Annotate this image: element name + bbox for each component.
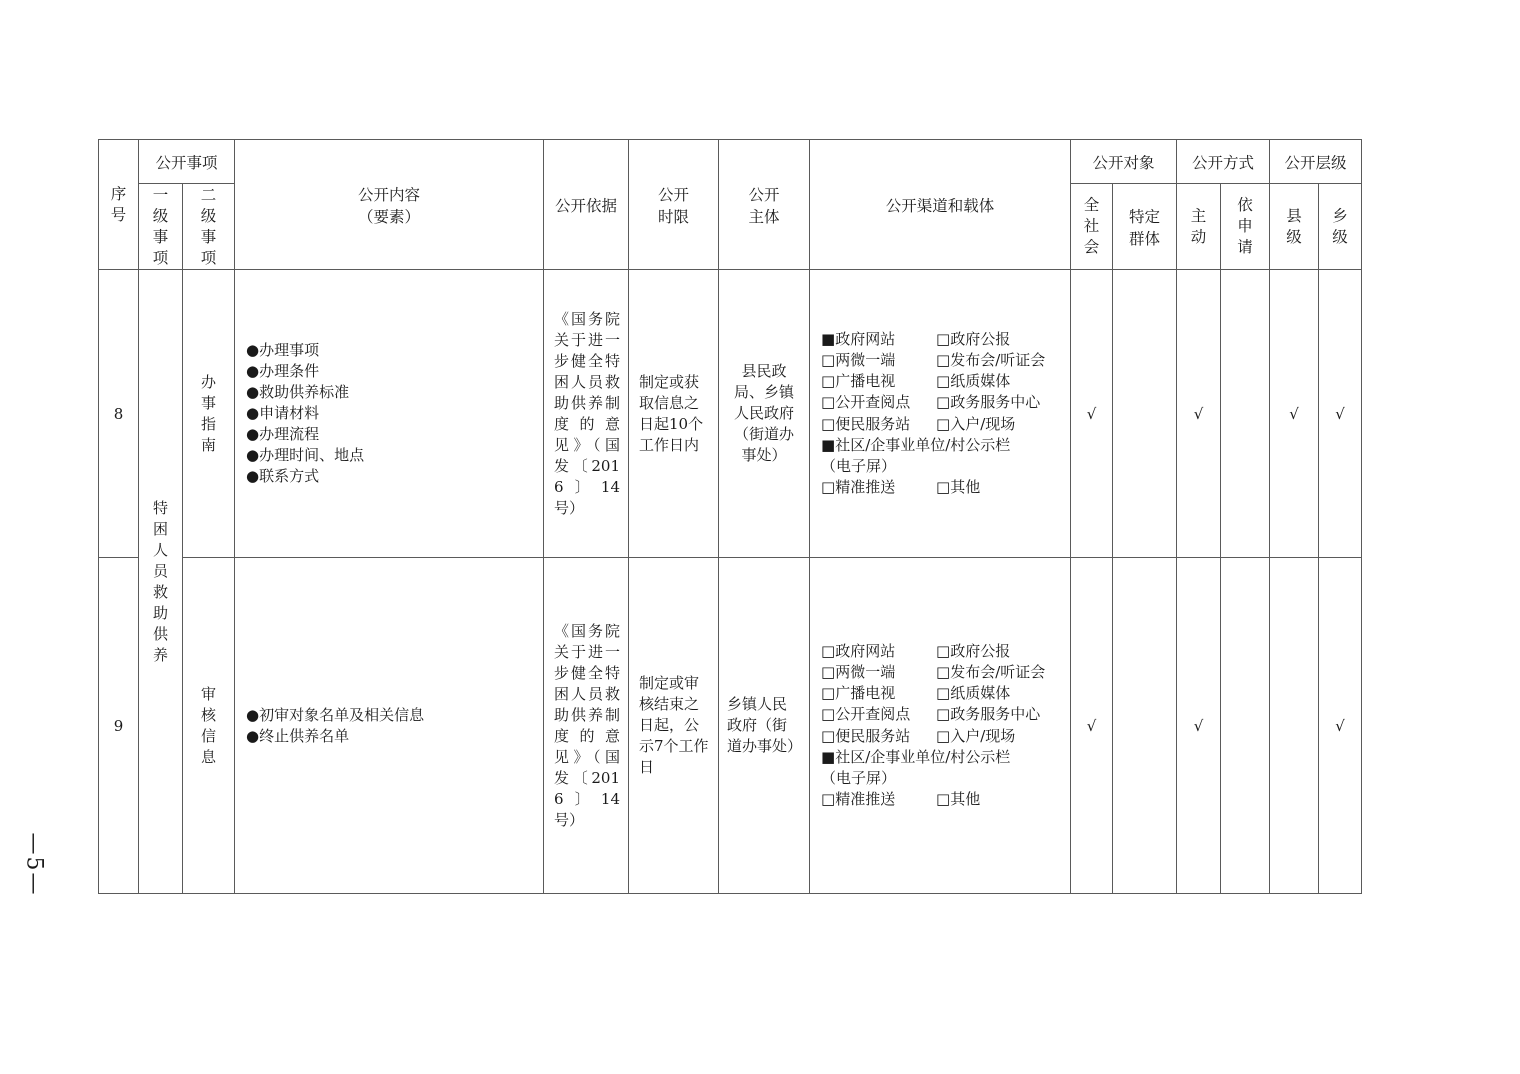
check-target-all: √ bbox=[1071, 558, 1113, 894]
row-level2 bbox=[183, 270, 235, 558]
row-level2-text: 审核信息 bbox=[201, 684, 217, 766]
check-level-county bbox=[1270, 558, 1319, 894]
channel-option: □精准推送 bbox=[821, 478, 896, 497]
check-target-specific bbox=[1113, 558, 1177, 894]
content-item: ●办理流程 bbox=[246, 425, 320, 443]
header-row-1 bbox=[99, 140, 1362, 184]
check-method-request bbox=[1221, 558, 1270, 894]
channel-pair bbox=[821, 477, 1070, 498]
disclosure-table bbox=[98, 139, 1362, 894]
check-method-active: √ bbox=[1177, 270, 1221, 558]
header-target-all-text: 全社会 bbox=[1083, 196, 1100, 256]
header-method-active bbox=[1177, 184, 1221, 270]
header-basis: 公开依据 bbox=[544, 140, 629, 270]
row-level2 bbox=[183, 558, 235, 894]
header-target-all bbox=[1071, 184, 1113, 270]
header-subject-2: 主体 bbox=[748, 207, 780, 226]
header-content-title: 公开内容 bbox=[358, 185, 421, 204]
channel-pair bbox=[821, 726, 1070, 747]
channel-pair bbox=[821, 704, 1070, 725]
channel-option: ■政府网站 bbox=[821, 329, 896, 348]
channel-community-sub: （电子屏） bbox=[821, 456, 897, 475]
header-content bbox=[235, 140, 544, 270]
row-subject: 乡镇人民政府（街道办事处） bbox=[719, 558, 810, 894]
content-item: ●初审对象名单及相关信息 bbox=[246, 705, 425, 724]
channel-option: □公开查阅点 bbox=[821, 393, 911, 412]
header-channels: 公开渠道和载体 bbox=[810, 140, 1071, 270]
channel-community: ■社区/企事业单位/村公示栏 bbox=[821, 435, 1011, 454]
channel-option: □入户/现场 bbox=[936, 726, 1016, 745]
channel-option: □两微一端 bbox=[821, 350, 896, 369]
channel-option: □便民服务站 bbox=[821, 726, 911, 745]
check-target-specific bbox=[1113, 270, 1177, 558]
channel-option: □纸质媒体 bbox=[936, 372, 1011, 391]
header-method-active-text: 主动 bbox=[1190, 206, 1207, 246]
header-level2 bbox=[183, 184, 235, 270]
row-channels bbox=[810, 558, 1071, 894]
header-seq-text: 序号 bbox=[110, 184, 127, 224]
group-label bbox=[139, 270, 183, 894]
content-item: ●办理事项 bbox=[246, 341, 320, 359]
channel-option: □发布会/听证会 bbox=[936, 662, 1046, 681]
header-time-limit bbox=[629, 140, 719, 270]
channel-option: □政府公报 bbox=[936, 329, 1011, 348]
channel-option: □广播电视 bbox=[821, 684, 896, 703]
header-level: 公开层级 bbox=[1270, 140, 1362, 184]
header-seq bbox=[99, 140, 139, 270]
channel-option: □政府公报 bbox=[936, 641, 1011, 660]
header-target: 公开对象 bbox=[1071, 140, 1177, 184]
header-subject-1: 公开 bbox=[748, 185, 780, 204]
content-item: ●申请材料 bbox=[246, 404, 320, 422]
channel-option: □公开查阅点 bbox=[821, 705, 911, 724]
header-matters: 公开事项 bbox=[139, 140, 235, 184]
content-item: ●救助供养标准 bbox=[246, 383, 350, 401]
channel-pair bbox=[821, 662, 1070, 683]
check-level-town: √ bbox=[1319, 558, 1362, 894]
channel-pair bbox=[821, 789, 1070, 810]
table-row bbox=[99, 270, 1362, 558]
channel-pair bbox=[821, 414, 1070, 435]
channel-option: □其他 bbox=[936, 790, 981, 809]
content-item: ●办理时间、地点 bbox=[246, 446, 365, 464]
header-level-county-text: 县级 bbox=[1286, 206, 1302, 246]
row-time-limit: 制定或审核结束之日起，公示7个工作日 bbox=[629, 558, 719, 894]
channel-option: □政府网站 bbox=[821, 641, 896, 660]
check-method-active: √ bbox=[1177, 558, 1221, 894]
check-target-all: √ bbox=[1071, 270, 1113, 558]
channel-option: □精准推送 bbox=[821, 790, 896, 809]
row-content bbox=[235, 270, 544, 558]
channel-option: □政务服务中心 bbox=[936, 393, 1041, 412]
channel-pair bbox=[821, 350, 1070, 371]
channel-community: ■社区/企事业单位/村公示栏 bbox=[821, 747, 1011, 766]
row-basis-text: 《国务院关于进一步健全特困人员救助供养制度的意见》（国发〔2016〕14号） bbox=[554, 621, 621, 829]
header-method-request bbox=[1221, 184, 1270, 270]
row-level2-text: 办事指南 bbox=[201, 372, 217, 454]
row-seq: 8 bbox=[99, 270, 139, 558]
header-content-sub: （要素） bbox=[358, 207, 421, 226]
header-level-town bbox=[1319, 184, 1362, 270]
check-level-county: √ bbox=[1270, 270, 1319, 558]
channel-option: □两微一端 bbox=[821, 662, 896, 681]
channel-option: □便民服务站 bbox=[821, 414, 911, 433]
row-subject: 县民政局、乡镇人民政府（街道办事处） bbox=[719, 270, 810, 558]
header-level-town-text: 乡级 bbox=[1332, 206, 1348, 246]
row-content bbox=[235, 558, 544, 894]
row-basis bbox=[544, 270, 629, 558]
channel-pair bbox=[821, 392, 1070, 413]
group-label-text: 特困人员救助供养 bbox=[153, 498, 169, 664]
channel-option: □入户/现场 bbox=[936, 414, 1016, 433]
header-time-limit-1: 公开 bbox=[658, 185, 690, 204]
header-level-county bbox=[1270, 184, 1319, 270]
row-basis-text: 《国务院关于进一步健全特困人员救助供养制度的意见》（国发〔2016〕14号） bbox=[554, 309, 621, 517]
header-level1 bbox=[139, 184, 183, 270]
content-item: ●办理条件 bbox=[246, 362, 320, 380]
header-method: 公开方式 bbox=[1177, 140, 1270, 184]
row-channels bbox=[810, 270, 1071, 558]
channel-option: □政务服务中心 bbox=[936, 705, 1041, 724]
channel-pair bbox=[821, 683, 1070, 704]
channel-option: □其他 bbox=[936, 478, 981, 497]
channel-option: □发布会/听证会 bbox=[936, 350, 1046, 369]
row-seq: 9 bbox=[99, 558, 139, 894]
row-basis bbox=[544, 558, 629, 894]
row-time-limit: 制定或获取信息之日起10个工作日内 bbox=[629, 270, 719, 558]
channel-pair bbox=[821, 371, 1070, 392]
header-target-specific bbox=[1113, 184, 1177, 270]
check-method-request bbox=[1221, 270, 1270, 558]
header-method-request-text: 依申请 bbox=[1237, 196, 1253, 256]
channel-pair bbox=[821, 641, 1070, 662]
content-item: ●终止供养名单 bbox=[246, 726, 350, 745]
channel-pair bbox=[821, 329, 1070, 350]
header-time-limit-2: 时限 bbox=[658, 207, 690, 226]
check-level-town: √ bbox=[1319, 270, 1362, 558]
channel-community-sub: （电子屏） bbox=[821, 768, 897, 787]
channel-option: □纸质媒体 bbox=[936, 684, 1011, 703]
channel-option: □广播电视 bbox=[821, 372, 896, 391]
content-item: ●联系方式 bbox=[246, 467, 320, 485]
table-row bbox=[99, 558, 1362, 894]
header-target-specific-2: 群体 bbox=[1129, 229, 1161, 248]
header-level1-text: 一级事项 bbox=[152, 185, 169, 267]
header-subject bbox=[719, 140, 810, 270]
page-number: —5— bbox=[21, 832, 47, 896]
header-level2-text: 二级事项 bbox=[200, 185, 217, 267]
header-target-specific-1: 特定 bbox=[1129, 207, 1161, 226]
